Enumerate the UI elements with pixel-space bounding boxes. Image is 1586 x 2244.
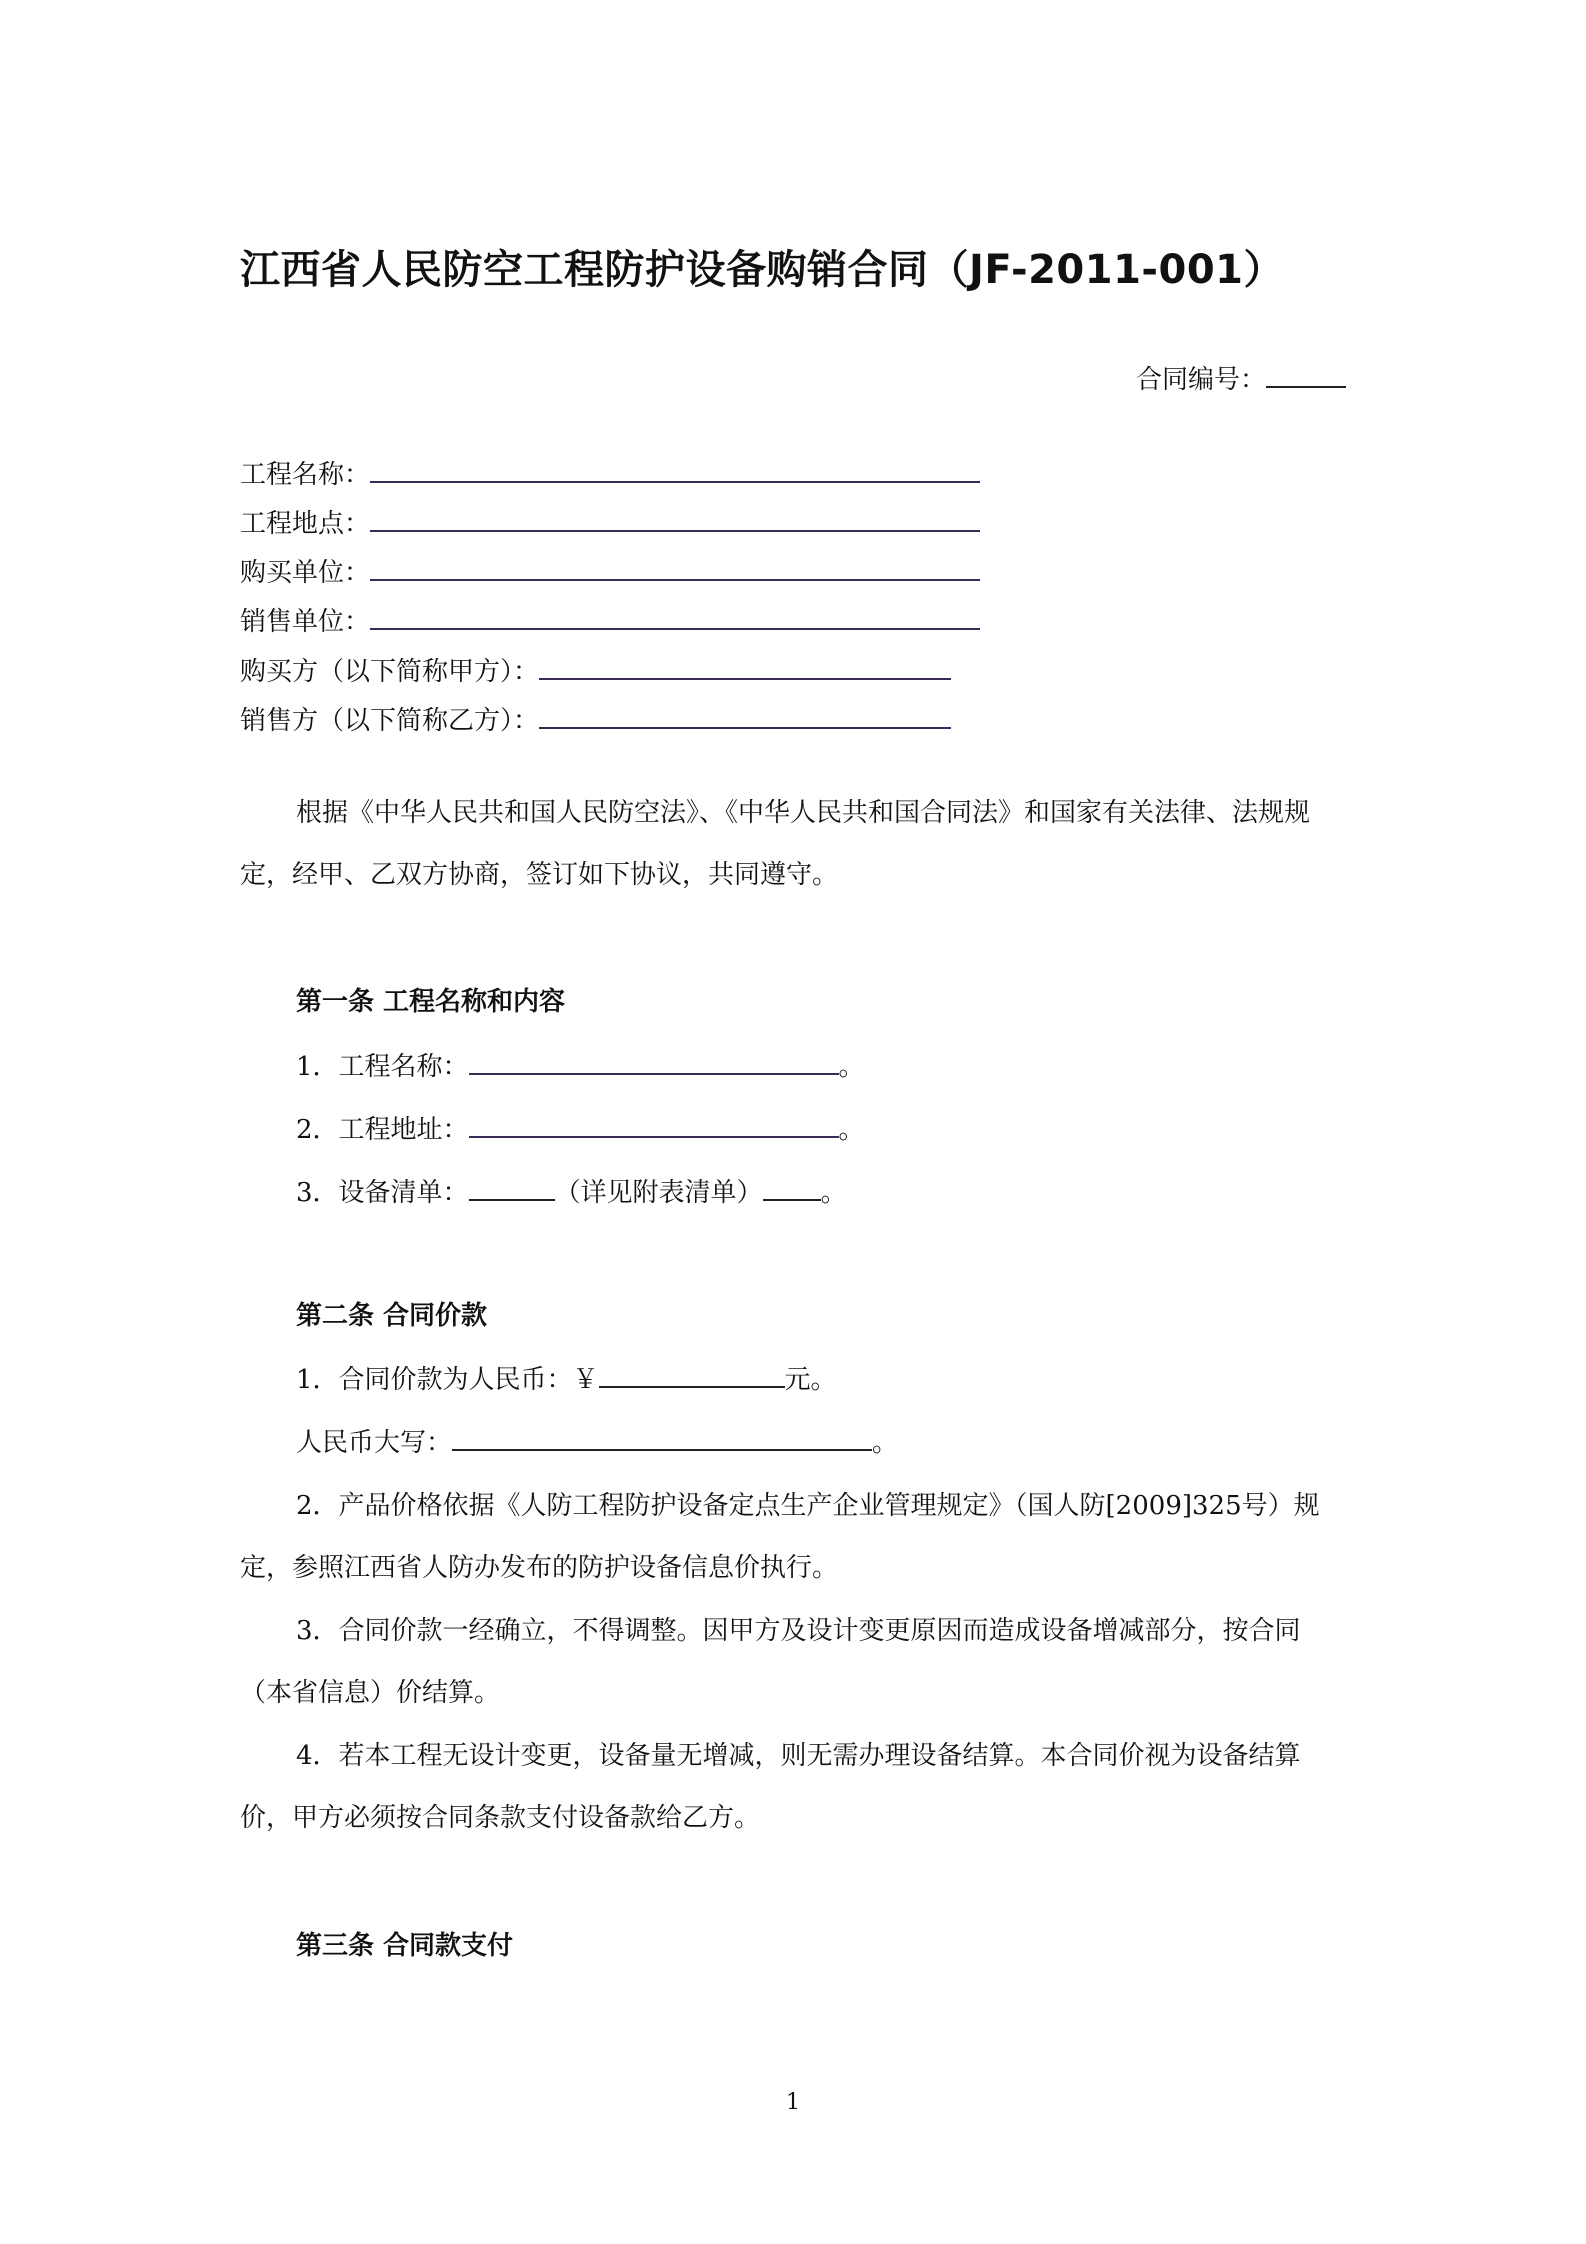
field-party-a — [240, 650, 951, 692]
field-party-b — [240, 699, 951, 741]
item-suffix: 元。 — [784, 1365, 837, 1395]
article-2-rmb-upper — [296, 1421, 898, 1463]
article-2-item-4: 4．若本工程无设计变更，设备量无增减，则无需办理设备结算。本合同价视为设备结算价，甲方必须按合同条款支付设备款给乙方。 — [240, 1741, 1301, 1833]
field-project-location — [240, 502, 980, 544]
field-label: 工程名称： — [240, 460, 371, 490]
item-label: 1．合同价款为人民币：￥ — [296, 1365, 599, 1395]
article-2-item-1 — [296, 1358, 837, 1400]
rmb-upper-blank[interactable] — [452, 1421, 872, 1451]
field-project-name — [240, 453, 980, 495]
article-1-project-address-blank[interactable] — [469, 1108, 839, 1138]
item-label: 人民币大写： — [296, 1428, 453, 1458]
field-label: 销售单位： — [240, 607, 371, 637]
item-label: 1．工程名称： — [296, 1052, 469, 1082]
item-period: 。 — [820, 1178, 847, 1208]
project-location-blank[interactable] — [370, 502, 980, 532]
contract-number-blank[interactable] — [1266, 358, 1346, 388]
article-2-item-3: 3．合同价款一经确立，不得调整。因甲方及设计变更原因而造成设备增减部分，按合同（本省信息）价结算。 — [240, 1616, 1301, 1708]
contract-number-label: 合同编号： — [1135, 365, 1266, 395]
article-1-item-3 — [296, 1171, 847, 1213]
field-label: 工程地点： — [240, 509, 371, 539]
intro-paragraph: 根据《中华人民共和国人民防空法》、《中华人民共和国合同法》和国家有关法律、法规规定，经甲、乙双方协商，签订如下协议，共同遵守。 — [240, 798, 1311, 890]
page-number: 1 — [786, 2090, 800, 2115]
article-1-heading: 第一条 工程名称和内容 — [296, 987, 566, 1017]
buyer-unit-blank[interactable] — [370, 551, 980, 581]
field-label: 销售方（以下简称乙方）： — [240, 706, 540, 736]
contract-title: 江西省人民防空工程防护设备购销合同（JF-2011-001） — [240, 247, 1285, 293]
party-a-blank[interactable] — [539, 650, 951, 680]
article-2-item-2: 2．产品价格依据《人防工程防护设备定点生产企业管理规定》（国人防[2009]325号）规定，参照江西省人防办发布的防护设备信息价执行。 — [240, 1491, 1320, 1583]
item-period: 。 — [872, 1428, 899, 1458]
item-middle: （详见附表清单） — [554, 1178, 763, 1208]
party-b-blank[interactable] — [539, 699, 951, 729]
item-label: 2．工程地址： — [296, 1115, 469, 1145]
item-period: 。 — [838, 1052, 865, 1082]
equipment-list-blank-2[interactable] — [763, 1171, 821, 1201]
article-3-heading: 第三条 合同款支付 — [296, 1931, 514, 1961]
contract-price-blank[interactable] — [599, 1358, 785, 1388]
item-period: 。 — [838, 1115, 865, 1145]
field-label: 购买单位： — [240, 558, 371, 588]
item-label: 3．设备清单： — [296, 1178, 469, 1208]
article-1-item-2 — [296, 1108, 865, 1150]
article-1-project-name-blank[interactable] — [469, 1045, 839, 1075]
field-seller-unit — [240, 600, 980, 642]
equipment-list-blank[interactable] — [469, 1171, 555, 1201]
contract-number — [1136, 358, 1346, 400]
field-label: 购买方（以下简称甲方）： — [240, 657, 540, 687]
field-buyer-unit — [240, 551, 980, 593]
seller-unit-blank[interactable] — [370, 600, 980, 630]
article-2-heading: 第二条 合同价款 — [296, 1301, 488, 1331]
project-name-blank[interactable] — [370, 453, 980, 483]
article-1-item-1 — [296, 1045, 865, 1087]
